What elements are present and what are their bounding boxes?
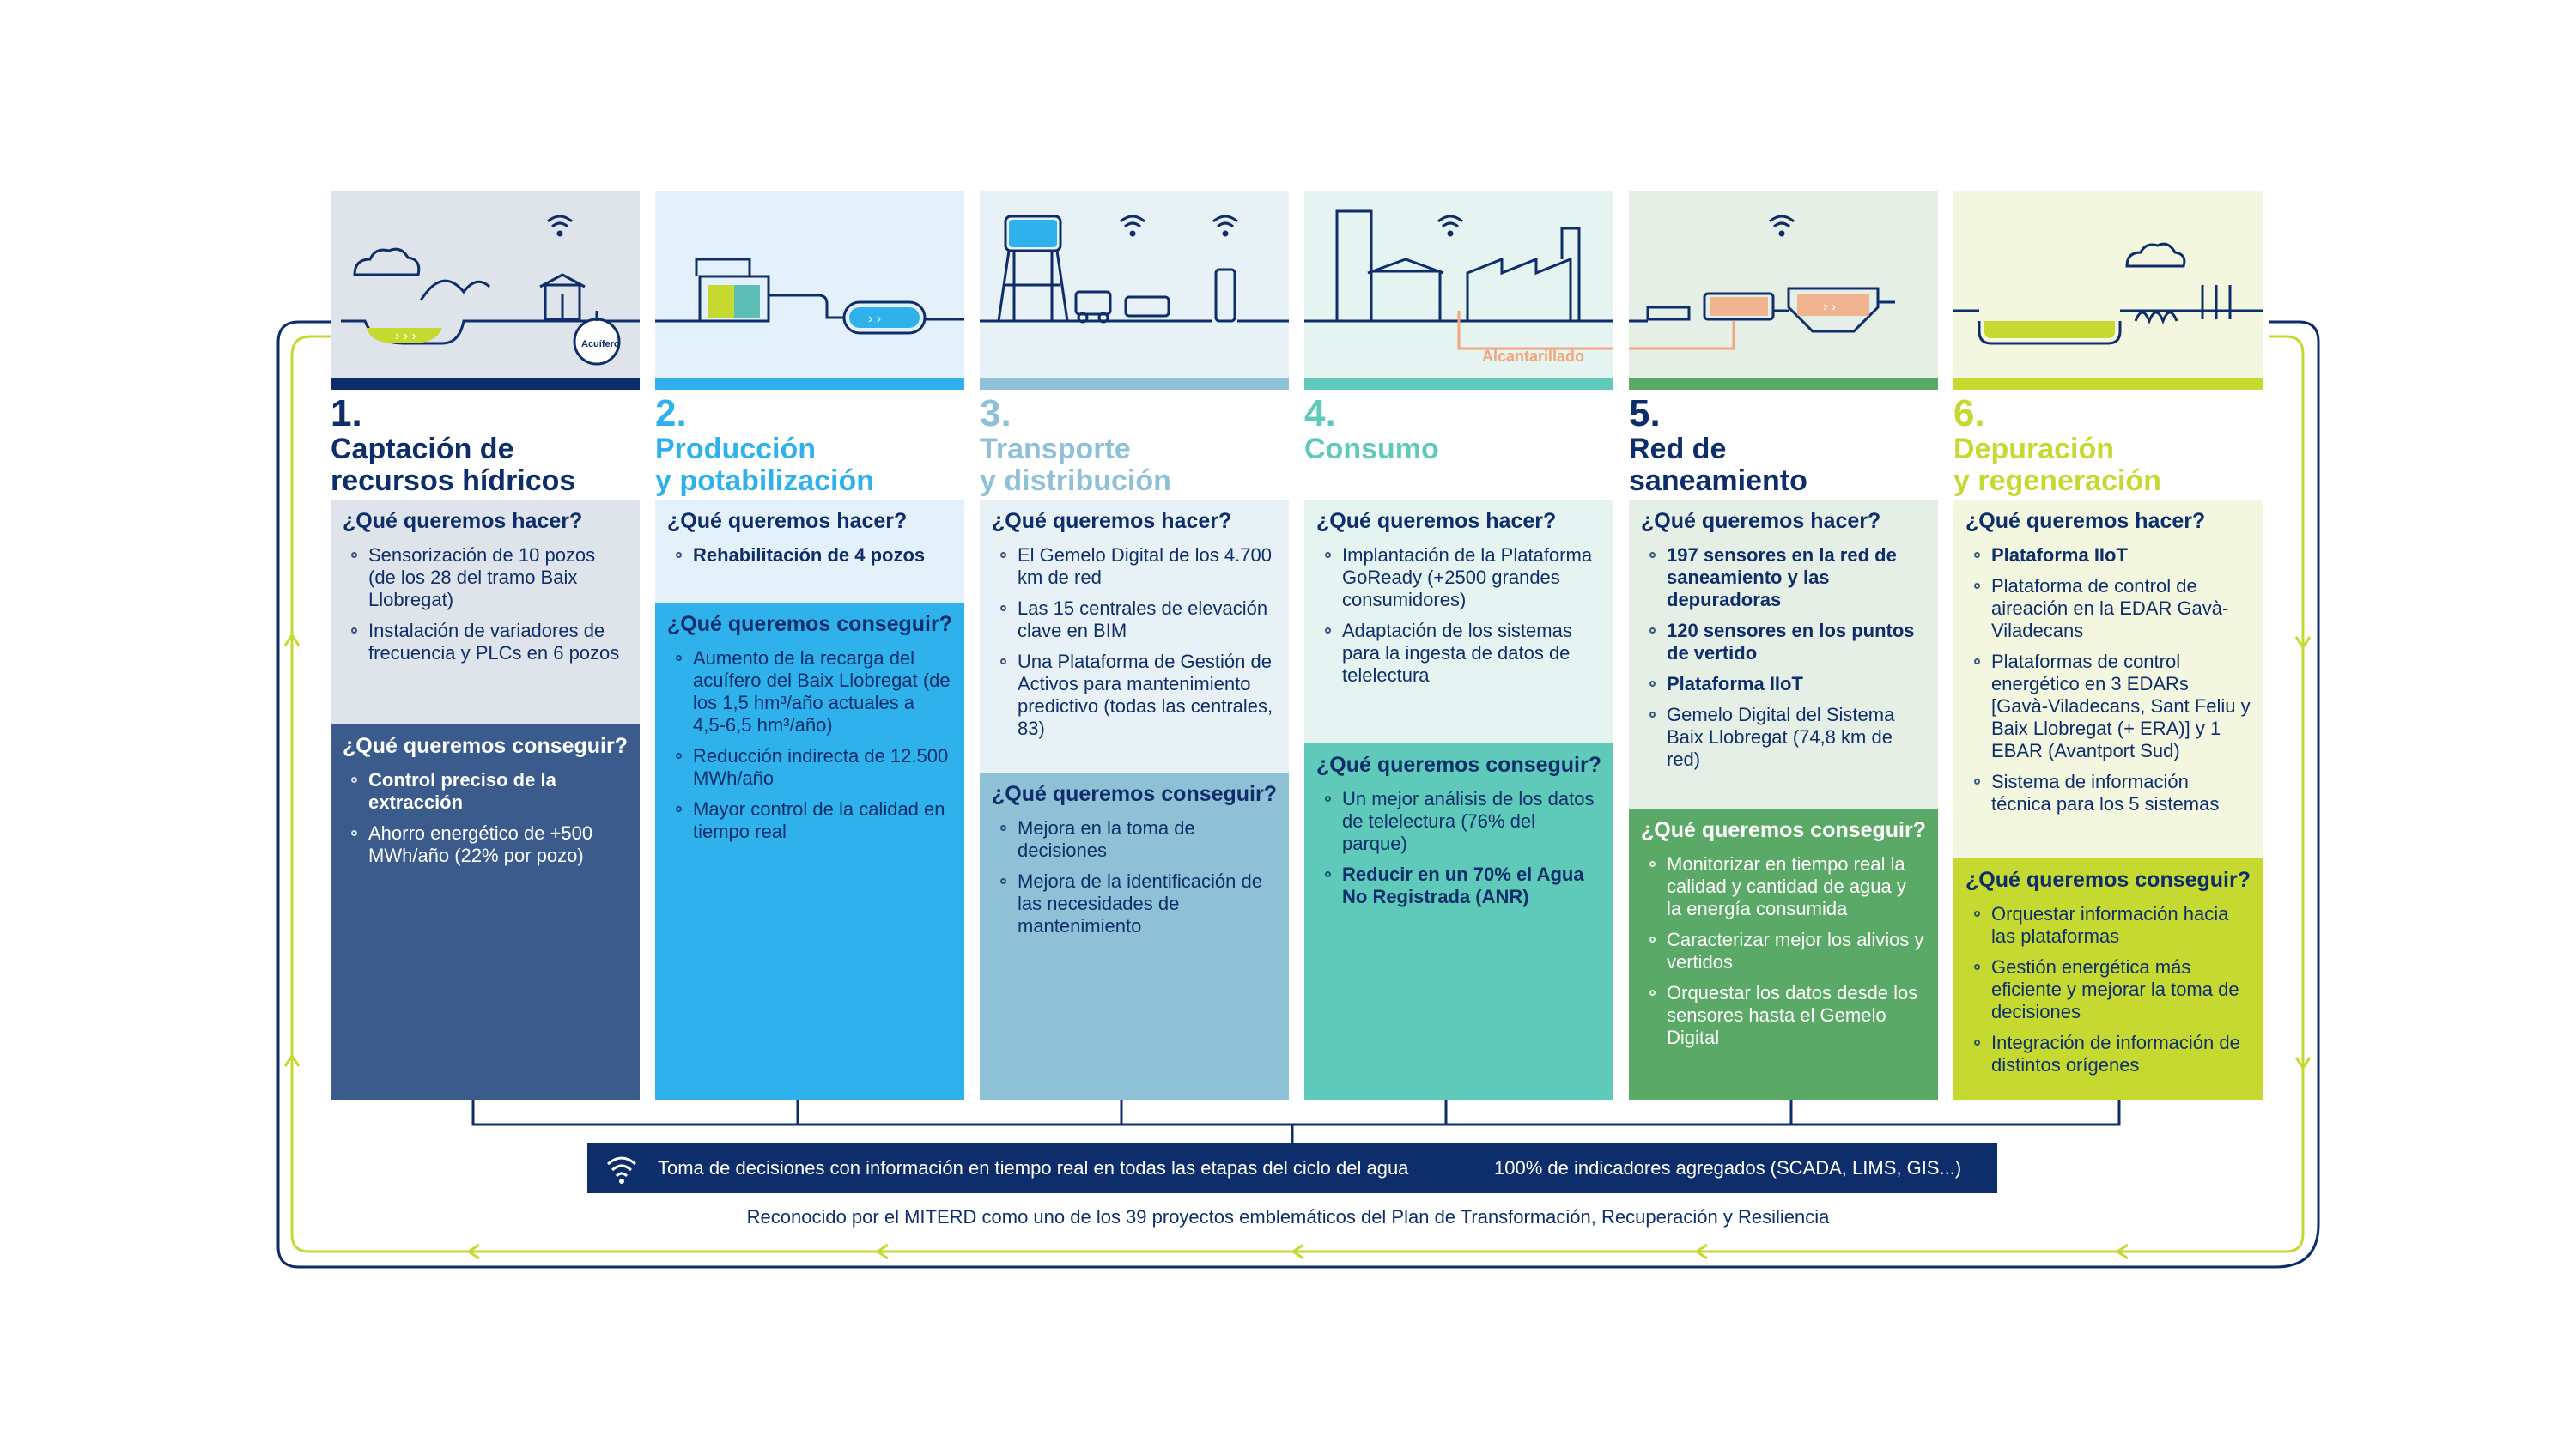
stage-1-hacer-heading: ¿Qué queremos hacer? [343, 509, 583, 533]
list-item: Un mejor análisis de los datos de telelectura (76% del parque) [1342, 788, 1601, 855]
stage-3-title-line: y distribución [980, 464, 1171, 497]
wifi-icon [1213, 216, 1237, 235]
list-item: Reducir en un 70% el Agua No Registrada (ANR) [1342, 864, 1601, 908]
stage-4-conseguir-box [1304, 743, 1613, 1100]
list-item: Caracterizar mejor los alivios y vertidos [1667, 929, 1926, 973]
list-item: Plataforma IIoT [1667, 673, 1926, 695]
wifi-icon [605, 1152, 639, 1186]
stage-5-title [1629, 433, 1948, 497]
stage-5-conseguir-box [1629, 809, 1938, 1100]
wifi-icon [548, 216, 572, 235]
svg-text:› ›: › › [868, 312, 882, 326]
stage-2-hacer-heading: ¿Qué queremos hacer? [667, 509, 908, 533]
stage-1-conseguir-box [331, 724, 640, 1100]
indicators-text: 100% de indicadores agregados (SCADA, LIMS, GIS...) [1494, 1157, 1962, 1179]
list-item: Control preciso de la extracción [368, 769, 628, 814]
list-item: Integración de información de distintos orígenes [1991, 1032, 2251, 1076]
stage-6-number: 6. [1953, 392, 1985, 434]
cloud-icon [2127, 244, 2184, 266]
stage-6-title-line: Depuración [1953, 433, 2115, 465]
aquifer-label: Acuífero [581, 339, 620, 349]
list-item: 197 sensores en la red de saneamiento y las depuradoras [1667, 544, 1926, 611]
stage-2-title-line: Producción [655, 433, 817, 465]
stage-3-title [980, 433, 1299, 497]
stage-6-hacer-heading: ¿Qué queremos hacer? [1965, 509, 2206, 533]
stage-5-number: 5. [1629, 392, 1661, 434]
list-item: Mejora de la identificación de las necesidades de mantenimiento [1018, 870, 1277, 937]
stage-5-illustration [1629, 191, 1938, 378]
stage-2-title [655, 433, 975, 497]
stage-3-conseguir-heading: ¿Qué queremos conseguir? [992, 782, 1278, 806]
wifi-icon [1121, 216, 1145, 235]
list-item: Aumento de la recarga del acuífero del Baix Llobregat (de los 1,5 hm³/año actuales a 4,5-6,5 hm³/año) [693, 647, 952, 737]
stage-4-bar [1304, 378, 1613, 390]
list-item: Sensorización de 10 pozos (de los 28 del tramo Baix Llobregat) [368, 544, 628, 611]
stage-5-conseguir-heading: ¿Qué queremos conseguir? [1641, 818, 1927, 842]
list-item: 120 sensores en los puntos de vertido [1667, 620, 1926, 664]
list-item: Las 15 centrales de elevación clave en BIM [1018, 597, 1277, 642]
list-item: Plataforma IIoT [1991, 544, 2251, 567]
svg-text:› › ›: › › › [395, 329, 416, 343]
list-item: Orquestar información hacia las plataformas [1991, 903, 2251, 948]
stage-5-bar [1629, 378, 1938, 390]
stage-6-conseguir-box [1953, 858, 2263, 1100]
stage-2-illustration [655, 191, 964, 378]
stage-3-bar [980, 378, 1289, 390]
stage-3-hacer-heading: ¿Qué queremos hacer? [992, 509, 1232, 533]
stage-2-number: 2. [655, 392, 687, 434]
stage-5-title-line: Red de [1629, 433, 1727, 465]
sewer-label: Alcantarillado [1482, 348, 1585, 365]
stage-3-hacer-box [980, 500, 1289, 773]
stage-6-bar [1953, 378, 2263, 390]
stage-2-conseguir-heading: ¿Qué queremos conseguir? [667, 612, 953, 636]
stage-1-number: 1. [331, 392, 362, 434]
list-item: Mayor control de la calidad en tiempo real [693, 798, 952, 843]
recognition-text: Reconocido por el MITERD como uno de los 39 proyectos emblemáticos del Plan de Transformación, Recuperación y Resiliencia [746, 1206, 1830, 1228]
list-item: Sistema de información técnica para los 5 sistemas [1991, 771, 2251, 815]
stage-3-number: 3. [980, 392, 1012, 434]
list-item: Plataforma de control de aireación en la EDAR Gavà-Viladecans [1991, 575, 2251, 642]
list-item: Gemelo Digital del Sistema Baix Llobregat (74,8 km de red) [1667, 704, 1926, 771]
stage-2-title-line: y potabilización [655, 464, 875, 497]
svg-text:› ›: › › [1823, 300, 1837, 314]
list-item: Una Plataforma de Gestión de Activos para mantenimiento predictivo (todas las centrales, 83) [1018, 651, 1277, 740]
stage-2-hacer-box [655, 500, 964, 603]
stage-1-conseguir-heading: ¿Qué queremos conseguir? [343, 734, 629, 758]
stage-3-illustration [980, 191, 1289, 378]
list-item: Mejora en la toma de decisiones [1018, 817, 1277, 862]
stage-1-title [331, 433, 650, 497]
list-item: Reducción indirecta de 12.500 MWh/año [693, 745, 952, 790]
list-item: Gestión energética más eficiente y mejorar la toma de decisiones [1991, 956, 2251, 1023]
cloud-icon [355, 249, 419, 275]
list-item: Ahorro energético de +500 MWh/año (22% por pozo) [368, 822, 628, 867]
stage-2-bar [655, 378, 964, 390]
list-item: Adaptación de los sistemas para la ingesta de datos de telelectura [1342, 620, 1601, 687]
stage-2-conseguir-box [655, 603, 964, 1100]
stage-1-hacer-box [331, 500, 640, 724]
stage-1-illustration [331, 191, 640, 378]
stage-6-conseguir-heading: ¿Qué queremos conseguir? [1965, 868, 2251, 892]
wifi-icon [1438, 216, 1462, 235]
list-item: Instalación de variadores de frecuencia y PLCs en 6 pozos [368, 620, 628, 664]
wifi-icon [1770, 216, 1794, 235]
stage-5-hacer-heading: ¿Qué queremos hacer? [1641, 509, 1881, 533]
list-item: Rehabilitación de 4 pozos [693, 544, 952, 567]
stage-3-conseguir-box [980, 773, 1289, 1100]
stage-6-title [1953, 433, 2273, 497]
stage-4-title [1304, 433, 1624, 465]
stage-4-hacer-box [1304, 500, 1613, 743]
list-item: Implantación de la Plataforma GoReady (+2500 grandes consumidores) [1342, 544, 1601, 611]
stage-3-title-line: Transporte [980, 433, 1131, 465]
stage-1-title-line: Captación de [331, 433, 514, 465]
realtime-text: Toma de decisiones con información en tiempo real en todas las etapas del ciclo del agua [658, 1157, 1409, 1179]
stage-4-number: 4. [1304, 392, 1336, 434]
stage-6-hacer-box [1953, 500, 2263, 858]
stage-1-bar [331, 378, 640, 390]
realtime-banner [587, 1143, 1997, 1193]
list-item: El Gemelo Digital de los 4.700 km de red [1018, 544, 1277, 589]
stage-4-title-line: Consumo [1304, 433, 1439, 465]
stage-1-title-line: recursos hídricos [331, 464, 576, 497]
stage-6-illustration [1953, 191, 2263, 378]
stage-5-hacer-box [1629, 500, 1938, 809]
stage-4-conseguir-heading: ¿Qué queremos conseguir? [1316, 753, 1602, 777]
stage-5-title-line: saneamiento [1629, 464, 1807, 497]
list-item: Plataformas de control energético en 3 EDARs [Gavà-Viladecans, Sant Feliu y Baix Llobregat (+ ERA)] y 1 EBAR (Avantport Sud) [1991, 651, 2251, 761]
stage-4-hacer-heading: ¿Qué queremos hacer? [1316, 509, 1557, 533]
list-item: Monitorizar en tiempo real la calidad y cantidad de agua y la energía consumida [1667, 853, 1926, 920]
list-item: Orquestar los datos desde los sensores hasta el Gemelo Digital [1667, 982, 1926, 1049]
stage-6-title-line: y regeneración [1953, 464, 2161, 497]
